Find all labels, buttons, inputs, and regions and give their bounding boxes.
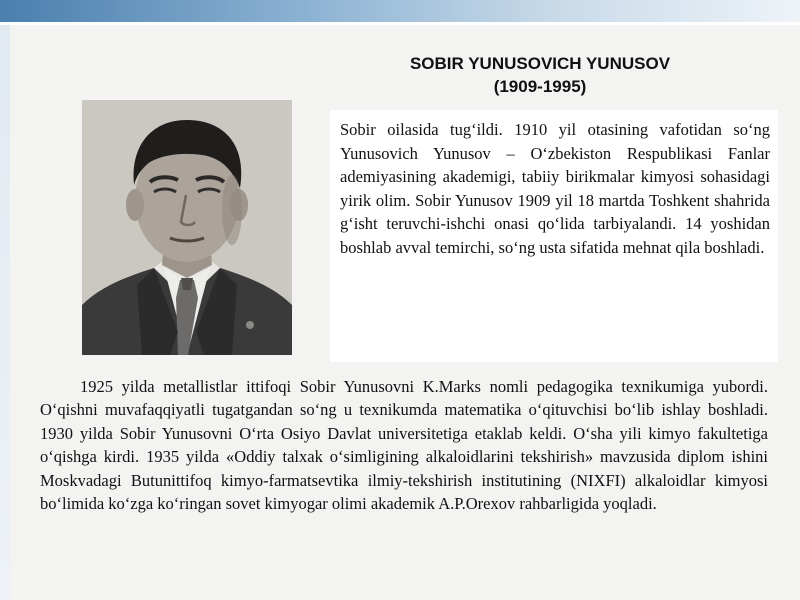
- main-paragraph: 1925 yilda metallistlar ittifoqi Sobir Yunusovni K.Marks nomli pedagogika texnikumiga yubordi. O‘qishni muvafaqqiyatli tugatgandan so‘ng u texnikumda matematika o‘qituvchisi bo‘lib ishlay boshladi. 1930 yilda Sobir Yunusovni O‘rta Osiyo Davlat universitetiga etaklab keldi. O‘sha yili kimyo fakultetiga o‘qishga kirdi. 1935 yilda «Oddiy talxak o‘simligining alkaloidlarini tekshirish» mavzusida diplom ishini Moskvadagi Butunittifoq kimyo-farmatsevtika ilmiy-tekshirish institutining (NIXFI) alkaloidlar kimyosi bo‘limida ko‘zga ko‘ringan sovet kimyogar olimi akademik A.P.Orexov rahbarligida yoqladi.: [40, 377, 768, 514]
- life-years: (1909-1995): [493, 77, 587, 96]
- band-divider: [0, 22, 800, 25]
- top-decorative-band: [0, 0, 800, 22]
- portrait-photo: [82, 100, 292, 355]
- biography-text: Sobir oilasida tug‘ildi. 1910 yil otasining vafotidan so‘ng Yunusovich Yunusov – O‘zbekiston Respublikasi Fanlar ademiyasining akademigi, tabiiy birikmalar kimyosi sohasidagi yirik olim. Sobir Yunusov 1909 yil 18 martda Toshkent shahrida g‘isht teruvchi-ishchi onasi qo‘lida tarbiyalandi. 14 yoshidan boshlab avval temirchi, so‘ng usta sifatida mehnat qila boshladi.: [340, 120, 770, 257]
- left-decorative-band: [0, 25, 10, 600]
- biography-box: [330, 110, 778, 362]
- person-name: SOBIR YUNUSOVICH YUNUSOV: [409, 54, 671, 73]
- slide-title: [310, 52, 770, 98]
